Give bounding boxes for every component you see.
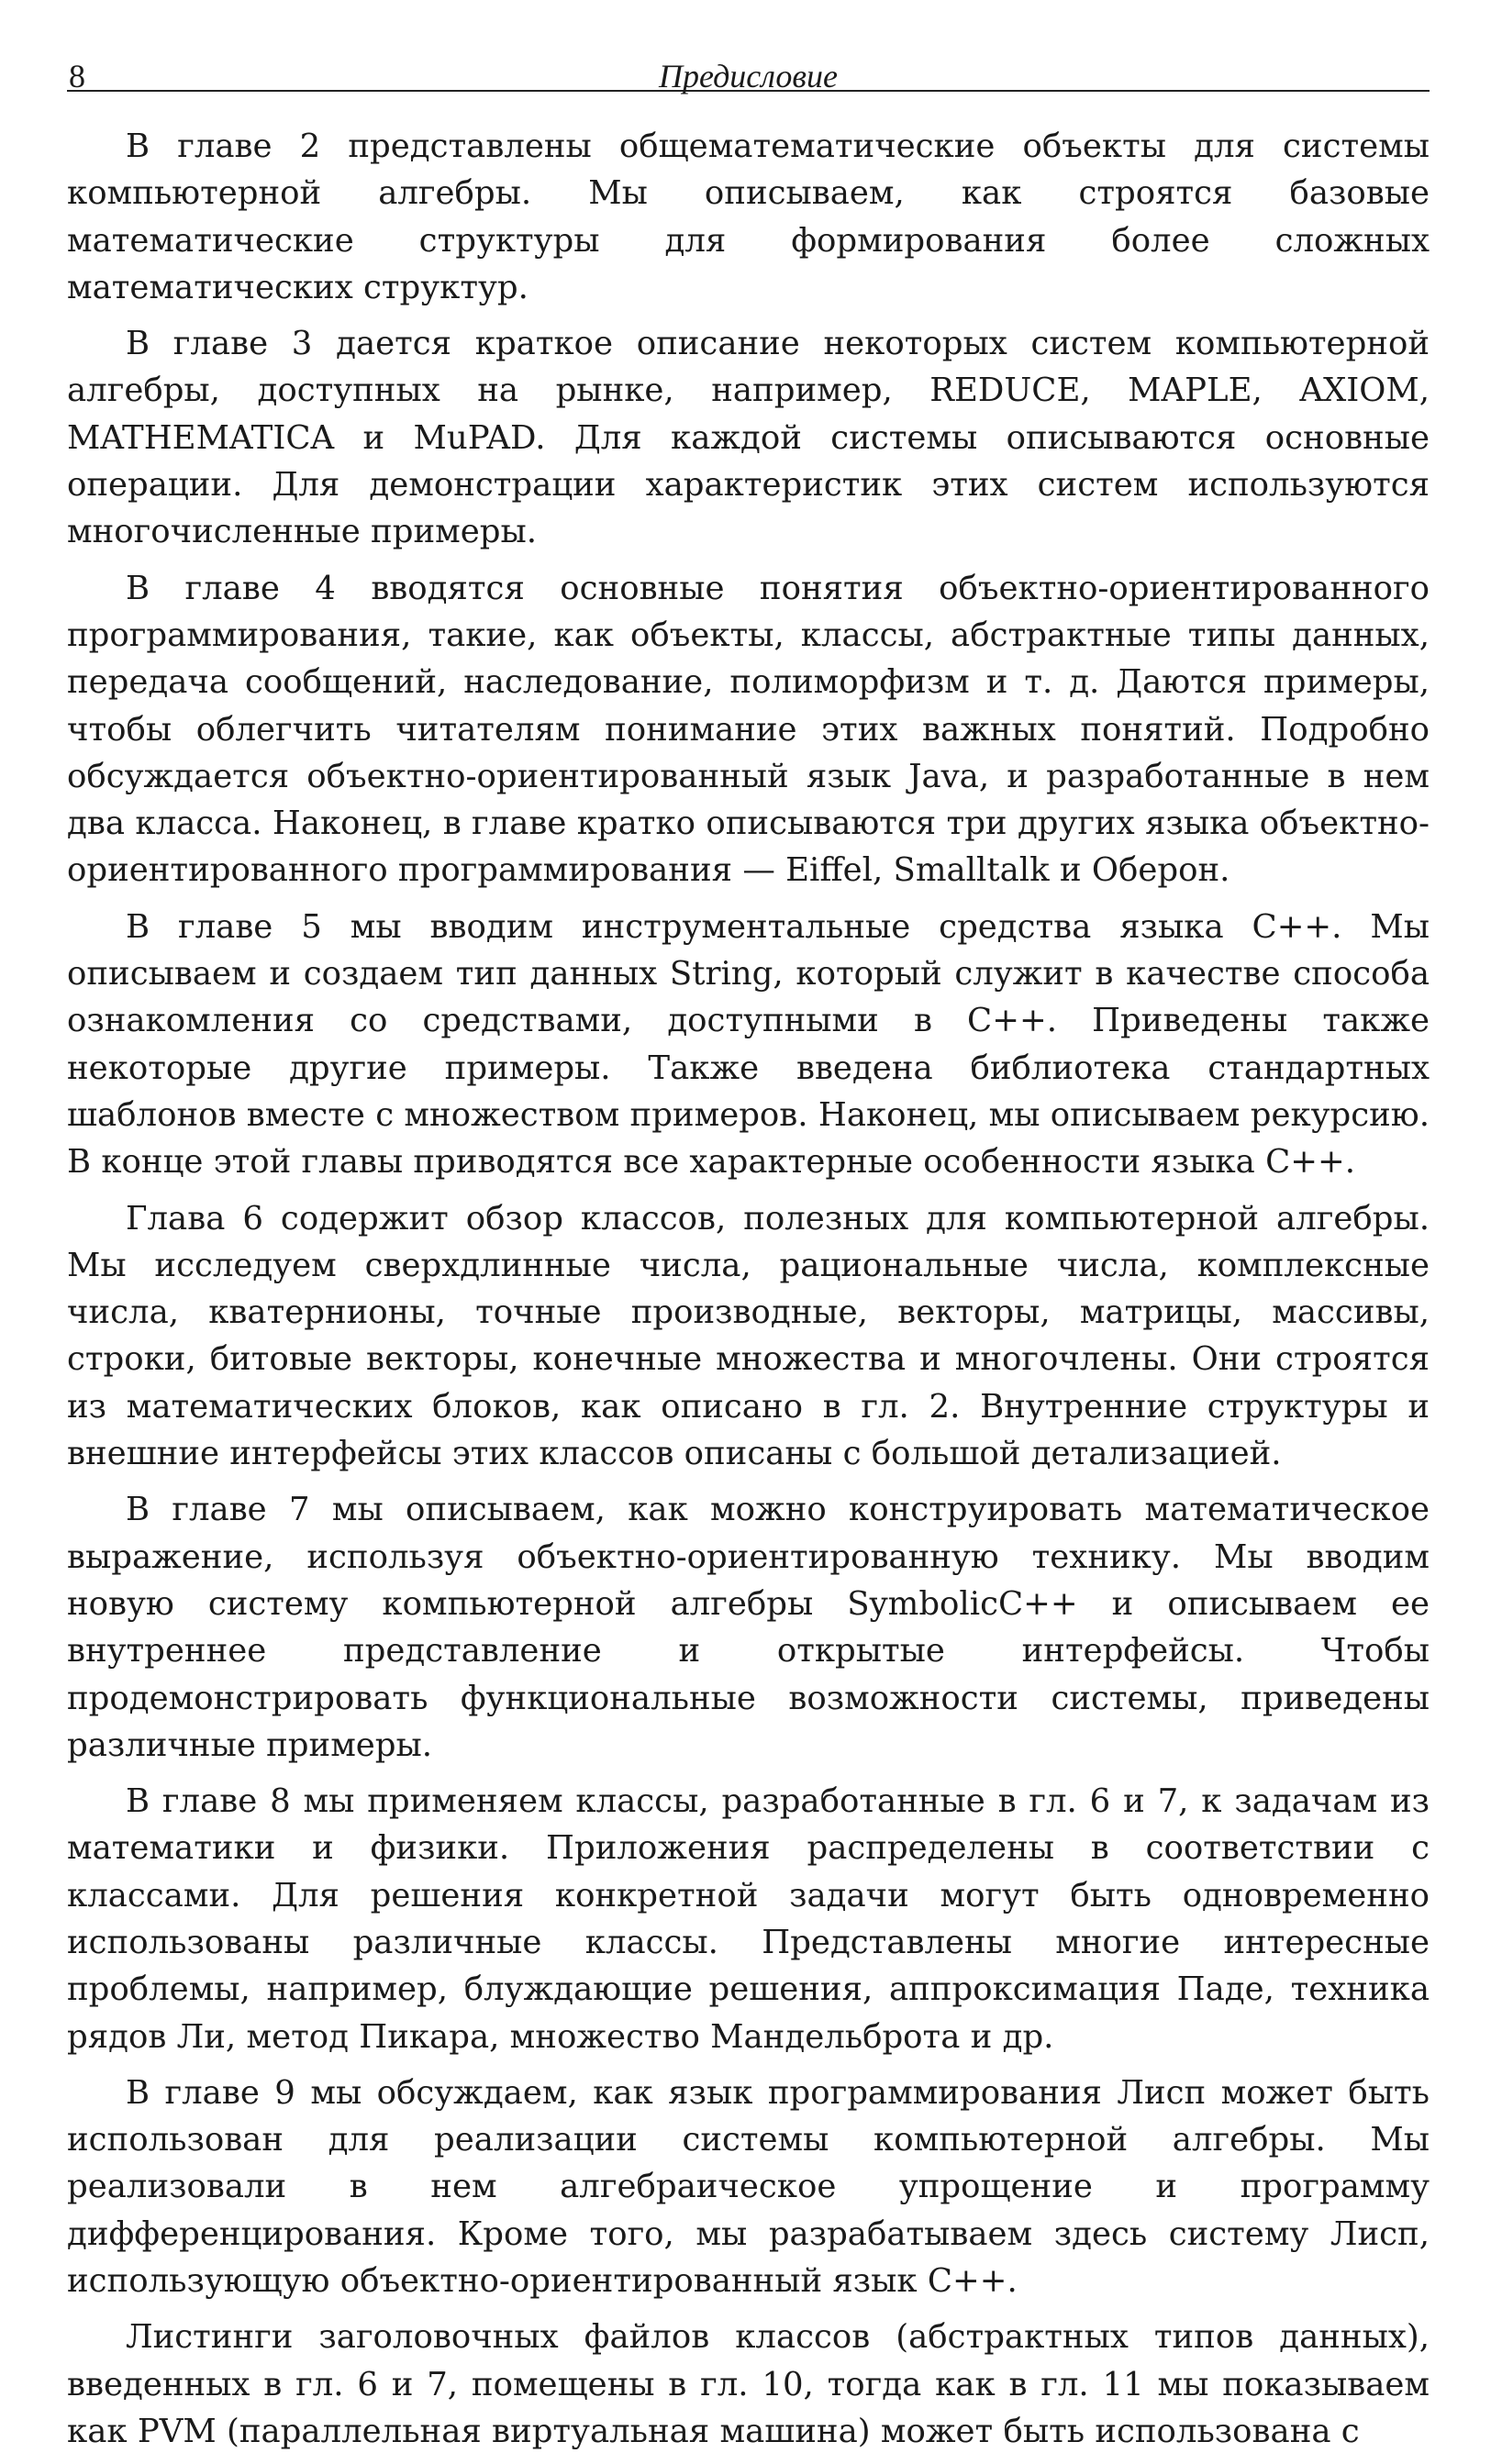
paragraph-chapter-3: В главе 3 дается краткое описание некоторых систем компьютерной алгебры, доступных на рынке, например, REDUCE, MAPLE, AXIOM, MATHEMATICA и MuPAD. Для каждой системы описываются основные операции. Для демонстрации характеристик этих систем используются многочисленные примеры. (67, 325, 1430, 551)
page-body (67, 123, 1430, 2455)
paragraph-chapter-4: В главе 4 вводятся основные понятия объектно-ориентированного программирования, такие, как объекты, классы, абстрактные типы данных, передача сообщений, наследование, полиморфизм и т. д. Даются примеры, чтобы облегчить читателям понимание этих важных понятий. Подробно обсуждается объектно-ориентированный язык Java, и разработанные в нем два класса. Наконец, в главе кратко описываются три других языка объектно-ориентированного программирования — Eiffel, Smalltalk и Оберон. (67, 569, 1430, 890)
running-head (67, 37, 1430, 92)
paragraph-listings: Листинги заголовочных файлов классов (абстрактных типов данных), введенных в гл. 6 и 7, помещены в гл. 10, тогда как в гл. 11 мы показываем как PVM (параллельная виртуальная машина) может быть использована с (67, 2318, 1430, 2450)
paragraph-chapter-9: В главе 9 мы обсуждаем, как язык программирования Лисп может быть использован для реализации системы компьютерной алгебры. Мы реализовали в нем алгебраическое упрощение и программу дифференцирования. Кроме того, мы разрабатываем здесь систему Лисп, использующую объектно-ориентированный язык C++. (67, 2073, 1430, 2301)
paragraph-chapter-8: В главе 8 мы применяем классы, разработанные в гл. 6 и 7, к задачам из математики и физики. Приложения распределены в соответствии с классами. Для решения конкретной задачи могут быть одновременно использованы различные классы. Представлены многие интересные проблемы, например, блуждающие решения, аппроксимация Паде, техника рядов Ли, метод Пикара, множество Мандельброта и др. (67, 1782, 1430, 2056)
page-number: 8 (69, 58, 85, 94)
paragraph-chapter-7: В главе 7 мы описываем, как можно конструировать математическое выражение, используя объектно-ориентированную технику. Мы вводим новую систему компьютерной алгебры SymbolicC++ и описываем ее внутреннее представление и открытые интерфейсы. Чтобы продемонстрировать функциональные возможности системы, приведены различные примеры. (67, 1491, 1430, 1764)
paragraph-chapter-2: В главе 2 представлены общематематические объекты для системы компьютерной алгебры. Мы описываем, как строятся базовые математические структуры для формирования более сложных математических структур. (67, 128, 1430, 306)
running-title: Предисловие (658, 58, 838, 94)
book-page (67, 37, 1430, 2464)
paragraph-chapter-5: В главе 5 мы вводим инструментальные средства языка C++. Мы описываем и создаем тип данных String, который служит в качестве способа ознакомления со средствами, доступными в C++. Приведены также некоторые другие примеры. Также введена библиотека стандартных шаблонов вместе с множеством примеров. Наконец, мы описываем рекурсию. В конце этой главы приводятся все характерные особенности языка C++. (67, 907, 1430, 1182)
paragraph-chapter-6: Глава 6 содержит обзор классов, полезных для компьютерной алгебры. Мы исследуем сверхдлинные числа, рациональные числа, комплексные числа, кватернионы, точные производные, векторы, матрицы, массивы, строки, битовые векторы, конечные множества и многочлены. Они строятся из математических блоков, как описано в гл. 2. Внутренние структуры и внешние интерфейсы этих классов описаны с большой детализацией. (67, 1199, 1430, 1473)
